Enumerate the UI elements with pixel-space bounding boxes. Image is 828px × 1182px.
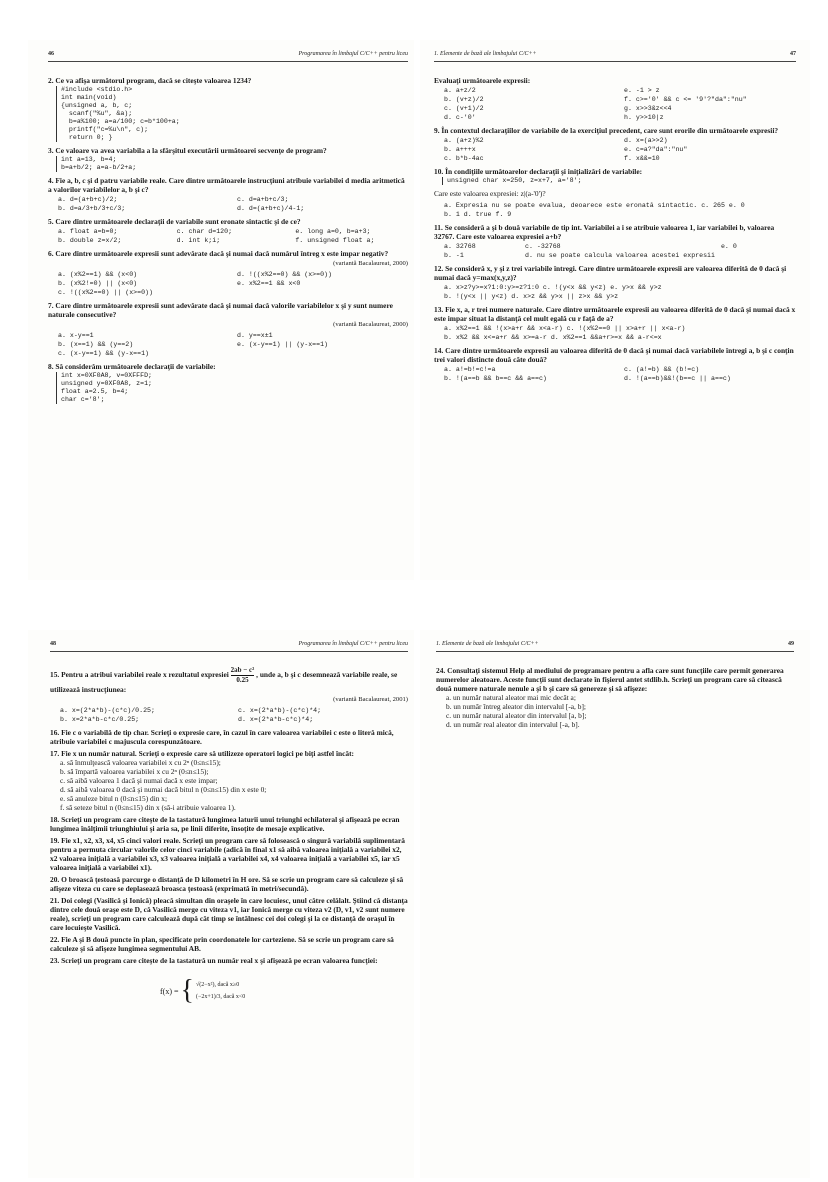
question-number: 22.: [50, 935, 60, 944]
page-48: [28, 630, 414, 1178]
question-text: [436, 666, 794, 693]
running-title: Programarea în limbajul C/C++ pentru liceu: [298, 51, 408, 57]
answer-option: f. c>='0' && c <= '9'?"da":"nu": [624, 96, 747, 103]
question-body: Fie x1, x2, x3, x4, x5 cinci valori reale. Scrieţi un program care să folosească o singură variabilă suplimentară pentru a permuta circular valorile celor cinci variabile (adică în final x1 să aibă valoarea iniţială a variabilei x2, x2 valoarea iniţială a variabilei x3, x3 valoarea iniţială a variabilei x4, x4 valoarea iniţială a variabilei x5, iar x5 valoarea iniţială a variabilei x1).: [50, 836, 405, 872]
question-number: 4.: [48, 176, 54, 185]
running-title: Programarea în limbajul C/C++ pentru liceu: [298, 641, 408, 647]
answer-option: b. x=2*a*b-c*c/0.25;: [60, 716, 140, 723]
question-number: 23.: [50, 956, 60, 965]
question-followup: Care este valoarea expresiei: z|(a-'0')?: [434, 189, 546, 198]
answer-option: c. (x-y==1) && (y-x==1): [58, 350, 150, 357]
question-7: [48, 301, 408, 358]
sub-item: f. să seteze bitul n (0≤n≤15) din x (să-i atribuie valoarea 1).: [60, 803, 236, 812]
answer-option: b. 1 d. true f. 9: [444, 211, 512, 218]
question-text-before: Pentru a atribui variabilei reale x rezultatul expresiei: [61, 670, 229, 680]
function-formula: [160, 977, 408, 1005]
question-text: [50, 935, 408, 953]
answer-option: b. double z=x/2;: [58, 237, 122, 244]
page-46: [28, 40, 414, 580]
answer-option: [237, 288, 408, 297]
answer-option: e. long a=0, b=a+3;: [295, 228, 371, 235]
answer-option: e. x%2==1 && x<0: [237, 280, 301, 287]
question-body: Fie x, a, r trei numere naturale. Care dintre următoarele expresii au valoarea diferită de 0 dacă şi numai dacă x este impar situat la distanţă cel mult egală cu r faţă de a?: [434, 305, 796, 323]
question-text: [434, 126, 796, 135]
question-text: [50, 666, 408, 694]
question-9: [434, 126, 796, 163]
question-number: 24.: [436, 666, 446, 675]
answer-option: c. (a!=b) && (b!=c): [624, 366, 700, 373]
answer-option: d. !((x%2==0) && (x>=0)): [237, 271, 332, 278]
question-body: Care dintre următoarele expresii au valoarea diferită de 0 dacă şi numai dacă variabilele întregi a, b şi c conţin trei valori distincte două câte două?: [434, 346, 794, 364]
answer-option: c. b*b-4ac: [444, 155, 484, 162]
page-body: [50, 728, 408, 965]
answer-options: [444, 201, 796, 219]
answer-option: b. (x==1) && (y==2): [58, 341, 134, 348]
answer-option: a. float a=b=0;: [58, 228, 118, 235]
answer-option: d. int k;i;: [176, 237, 221, 244]
page-49: [420, 630, 810, 1178]
page-header: [48, 50, 408, 62]
question-body: Scrieţi un program care citeşte de la tastatură un număr real x şi afişează pe ecran valoarea funcţiei:: [61, 956, 378, 965]
answer-option: b. d=a/3+b/3+c/3;: [58, 205, 126, 212]
page-number: 48: [50, 641, 56, 647]
answer-option: a. a+z/2: [444, 87, 476, 94]
answer-option: b. -1: [444, 252, 464, 259]
sub-items: [60, 758, 408, 812]
sub-item: b. să împartă valoarea variabilei x cu 2ⁿ (0≤n≤15);: [60, 767, 209, 776]
code-block: #include <stdio.h> int main(void) {unsigned a, b, c; scanf("%u", &a); b=a%100; a=a/100; c=b*100+a; printf("c=%u\n", c); return 0; }: [56, 86, 408, 142]
answer-option: d. !(a==b)&&!(b==c || a==c): [624, 375, 731, 382]
answer-option: a. d=(a+b+c)/2;: [58, 196, 118, 203]
question-12: [434, 264, 796, 301]
question-body: Ce va afişa următorul program, dacă se citeşte valoarea 1234?: [55, 76, 252, 85]
code-block: int x=0XF0A8, v=0XFFFD; unsigned y=0XF0A8, z=1; float a=2.5, b=4; char c='8';: [56, 372, 408, 404]
question-21: [50, 896, 408, 932]
question-text-after: , unde a, b şi c desemnează variabile reale, se utilizează instrucţiunea:: [50, 670, 398, 694]
question-body: Care dintre următoarele expresii sunt adevărate dacă şi numai dacă valorile variabilelor x şi y sunt numere naturale consecutive?: [48, 301, 393, 319]
question-text: [434, 264, 796, 282]
answer-options: [58, 195, 408, 213]
answer-options: [58, 270, 408, 297]
question-body: O broască ţestoasă parcurge o distanţă de D kilometri în H ore. Să se scrie un program care să calculeze şi să afişeze viteza cu care se deplasează broasca ţestoasă (exprimată în metri/secundă).: [50, 875, 404, 893]
question-text: [50, 749, 408, 758]
question-number: 15.: [50, 670, 60, 680]
sub-item: e. să anuleze bitul n (0≤n≤15) din x;: [60, 794, 168, 803]
answer-option: c. -32768: [525, 243, 561, 250]
answer-options: [58, 331, 408, 358]
question-body: Care dintre următoarele expresii sunt adevărate dacă şi numai dacă numărul întreg x este impar negativ?: [55, 249, 389, 258]
answer-option: b. x%2 && x<=a+r && x>=a-r d. x%2==1 &&a+r>=x && a-r<=x: [444, 334, 662, 341]
question-number: 12.: [434, 264, 444, 273]
question-16: [50, 728, 408, 746]
question-body: Să considerăm următoarele declaraţii de variabile:: [55, 362, 216, 371]
question-24: [436, 666, 794, 729]
page-header: [436, 640, 794, 652]
sub-item: c. un număr natural aleator din intervalul [a, b];: [446, 711, 587, 720]
question-body: Fie x un număr natural. Scrieţi o expresie care să utilizeze operatori logici pe biţi astfel încât:: [61, 749, 355, 758]
answer-option: f. x&&=10: [624, 155, 660, 162]
answer-options: [444, 365, 796, 383]
question-number: 14.: [434, 346, 444, 355]
question-3: [48, 146, 408, 172]
question-text: [50, 956, 408, 965]
question-text: [48, 301, 408, 319]
question-body: Consultaţi sistemul Help al mediului de programare pentru a afla care sunt funcţiile care permit generarea numerelor aleatoare. Aceste funcţii sunt declarate în fişierul antet stdlib.h. Scrieţi un program care să citească două numere naturale nenule a şi b şi care să genereze şi să afişeze:: [436, 666, 784, 693]
page-number: 46: [48, 51, 54, 57]
question-body: În contextul declaraţiilor de variabile de la exerciţiul precedent, care sunt erorile din următoarele expresii?: [441, 126, 779, 135]
question-body: Care dintre următoarele declaraţii de variabile sunt eronate sintactic şi de ce?: [55, 217, 301, 226]
question-number: 17.: [50, 749, 60, 758]
question-15: [50, 666, 408, 724]
question-22: [50, 935, 408, 953]
page-number: 47: [790, 51, 796, 57]
question-6: [48, 249, 408, 297]
answer-option: b. (v+z)/2: [444, 96, 484, 103]
answer-option: e. -1 > z: [624, 87, 660, 94]
intro-options: [444, 86, 796, 122]
page-header: [50, 640, 408, 652]
question-text: [434, 167, 796, 176]
sub-item: d. un număr real aleator din intervalul [-a, b].: [446, 720, 580, 729]
question-10: [434, 167, 796, 219]
question-text: [50, 896, 408, 932]
formula-case-2: (−2x+1)/3, dacă x<0: [195, 994, 246, 1000]
question-body: În condiţiile următoarelor declaraţii şi iniţializări de variabile:: [445, 167, 643, 176]
answer-option: d. x=(2*a*b-c*c)*4;: [238, 716, 314, 723]
sub-item: a. un număr natural aleator mai mic decât a;: [446, 693, 576, 702]
sub-item: b. un număr întreg aleator din intervalul [-a, b];: [446, 702, 586, 711]
answer-options: [444, 283, 796, 301]
fraction-denominator: 0.25: [236, 676, 249, 684]
running-title: 1. Elemente de bază ale limbajului C/C++: [434, 51, 537, 57]
question-number: 16.: [50, 728, 60, 737]
question-text: [50, 815, 408, 833]
answer-option: b. (x%2!=0) || (x<0): [58, 280, 138, 287]
source-note: (variantă Bacalaureat, 2000): [333, 260, 408, 267]
question-body: Fie c o variabilă de tip char. Scrieţi o expresie care, în cazul în care valoarea variabilei c este o literă mică, atribuie variabilei c majuscula corespunzătoare.: [50, 728, 394, 746]
question-number: 18.: [50, 815, 60, 824]
answer-option: a. x%2==1 && !(x>a+r && x<a-r) c. !(x%2==0 || x>a+r || x<a-r): [444, 325, 686, 332]
answer-option: d. nu se poate calcula valoarea acestei expresii: [525, 252, 715, 259]
question-text: [48, 176, 408, 194]
question-number: 11.: [434, 223, 443, 232]
page-body: [48, 76, 408, 404]
question-text: [434, 223, 796, 241]
intro-text: Evaluaţi următoarele expresii:: [434, 76, 531, 85]
question-18: [50, 815, 408, 833]
page-body: [434, 126, 796, 383]
answer-option: a. x=(2*a*b)-(c*c)/0.25;: [60, 707, 155, 714]
question-text: [50, 875, 408, 893]
question-4: [48, 176, 408, 213]
question-body: Ce valoare va avea variabila a la sfârşitul executării următoarei secvenţe de program?: [55, 146, 327, 155]
question-23: [50, 956, 408, 965]
question-number: 19.: [50, 836, 60, 845]
answer-option: a. x>z?y>=x?1:0:y>=z?1:0 c. !(y<x && y<z) e. y>x && y>z: [444, 284, 662, 291]
running-title: 1. Elemente de bază ale limbajului C/C++: [436, 641, 539, 647]
answer-option: b. !(y<x || y<z) d. x>z && y>x || z>x && y>z: [444, 293, 619, 300]
answer-option: b. a+++x: [444, 146, 476, 153]
question-8: [48, 362, 408, 404]
question-body: Scrieţi un program care citeşte de la tastatură lungimea laturii unui triunghi echilateral şi afişează pe ecran lungimea înălţimii triunghiului şi aria sa, pe linii diferite, însoţite de mesaje explicative.: [50, 815, 400, 833]
answer-option: c. (v+1)/2: [444, 105, 484, 112]
question-number: 10.: [434, 167, 444, 176]
question-number: 9.: [434, 126, 440, 135]
answer-option: c. d=a+b+c/3;: [237, 196, 289, 203]
question-11: [434, 223, 796, 260]
question-20: [50, 875, 408, 893]
answer-options: [444, 324, 796, 342]
question-number: 8.: [48, 362, 54, 371]
question-body: Se consideră x, y şi z trei variabile întregi. Care dintre următoarele expresii are valoarea diferită de 0 dacă şi numai dacă y=max(x,y,z)?: [434, 264, 787, 282]
answer-option: d. c-'0': [444, 114, 476, 121]
answer-options: [444, 136, 796, 163]
answer-option: b. !(a==b && b==c && a==c): [444, 375, 547, 382]
answer-option: [721, 251, 796, 260]
answer-option: g. x>>3&z<<4: [624, 105, 672, 112]
page-header: [434, 50, 796, 62]
question-number: 21.: [50, 896, 60, 905]
answer-option: d. y==x±1: [237, 332, 273, 339]
code-block: unsigned char x=250, z=x+7, a='8';: [442, 177, 796, 185]
question-text: [434, 305, 796, 323]
question-number: 13.: [434, 305, 444, 314]
answer-option: f. unsigned float a;: [295, 237, 375, 244]
answer-option: d. x=(a>>2): [624, 137, 668, 144]
formula-cases: [196, 979, 245, 1003]
answer-option: a. (x%2==1) && (x<0): [58, 271, 138, 278]
answer-option: a. 32768: [444, 243, 476, 250]
expression-fraction: [231, 666, 255, 685]
sub-item: a. să înmulţească valoarea variabilei x cu 2ⁿ (0≤n≤15);: [60, 758, 221, 767]
answer-option: [237, 349, 408, 358]
question-number: 6.: [48, 249, 54, 258]
answer-option: d. d=(a+b+c)/4-1;: [237, 205, 305, 212]
answer-options: [444, 242, 796, 260]
question-text: [48, 362, 408, 371]
sub-items: [446, 693, 794, 729]
answer-option: e. c=a?"da":"nu": [624, 146, 688, 153]
sub-item: d. să aibă valoarea 0 dacă şi numai dacă bitul n (0≤n≤15) din x este 0;: [60, 785, 267, 794]
question-number: 7.: [48, 301, 54, 310]
answer-option: c. !((x%2==0) || (x>=0)): [58, 289, 153, 296]
question-text: [50, 836, 408, 872]
question-17: [50, 749, 408, 812]
question-body: Doi colegi (Vasilică şi Ionică) pleacă simultan din oraşele în care locuiesc, unul către celălalt. Ştiind că distanţa dintre cele două oraşe este D, că Vasilică merge cu viteza v1, iar Ionică merge cu viteza v2 (D, v1, v2 sunt numere reale), scrieţi un program care calculează după cât timp se întâlnesc cei doi colegi şi la ce distanţă de oraşul în care locuieşte Vasilică.: [50, 896, 408, 932]
code-block: int a=13, b=4; b=a+b/2; a=a-b/2+a;: [56, 156, 408, 172]
answer-option: e. 0: [720, 243, 737, 250]
formula-lhs: f(x) =: [160, 986, 179, 996]
sub-item: c. să aibă valoarea 1 dacă şi numai dacă x este impar;: [60, 776, 218, 785]
answer-options: [58, 227, 408, 245]
question-number: 20.: [50, 875, 60, 884]
question-19: [50, 836, 408, 872]
source-note: (variantă Bacalaureat, 2001): [333, 696, 408, 703]
answer-option: e. (x-y==1) || (y-x==1): [237, 341, 329, 348]
answer-option: a. x-y==1: [58, 332, 94, 339]
question-number: 5.: [48, 217, 54, 226]
fraction-numerator: 2ab − c²: [230, 666, 255, 674]
answer-option: a. (a+z)%2: [444, 137, 484, 144]
answer-option: c. char d=120;: [176, 228, 233, 235]
answer-option: c. x=(2*a*b)-(c*c)*4;: [238, 707, 322, 714]
question-text: [50, 728, 408, 746]
question-text: [48, 217, 408, 226]
formula-case-1: √(2−x²), dacă x≥0: [195, 982, 240, 988]
question-body: Fie a, b, c şi d patru variabile reale. Care dintre următoarele instrucţiuni atribuie variabilei d media aritmetică a valorilor variabilelor a, b şi c?: [48, 176, 405, 194]
answer-option: a. a!=b!=c!=a: [444, 366, 496, 373]
question-text: [48, 76, 408, 85]
answer-options: [60, 706, 408, 724]
question-13: [434, 305, 796, 342]
left-brace: {: [180, 975, 194, 1006]
question-number: 3.: [48, 146, 54, 155]
question-14: [434, 346, 796, 383]
answer-option: a. Expresia nu se poate evalua, deoarece este eronată sintactic. c. 265 e. 0: [444, 202, 745, 209]
question-5: [48, 217, 408, 245]
answer-option: h. y>>10|z: [624, 114, 664, 121]
question-text: [48, 249, 408, 258]
question-body: Se consideră a şi b două variabile de tip int. Variabilei a i se atribuie valoarea 1, iar variabilei b, valoarea 32767. Care este valoarea expresiei a+b?: [434, 223, 775, 241]
question-text: [434, 346, 796, 364]
question-number: 2.: [48, 76, 54, 85]
question-text: [48, 146, 408, 155]
question-body: Fie A şi B două puncte în plan, specificate prin coordonatele lor carteziene. Să se scrie un program care să calculeze şi să afişeze lungimea segmentului AB.: [50, 935, 394, 953]
question-2: [48, 76, 408, 142]
page-number: 49: [788, 641, 794, 647]
source-note: (variantă Bacalaureat, 2000): [333, 321, 408, 328]
evaluate-intro: [434, 76, 796, 122]
page-47: [420, 40, 810, 580]
